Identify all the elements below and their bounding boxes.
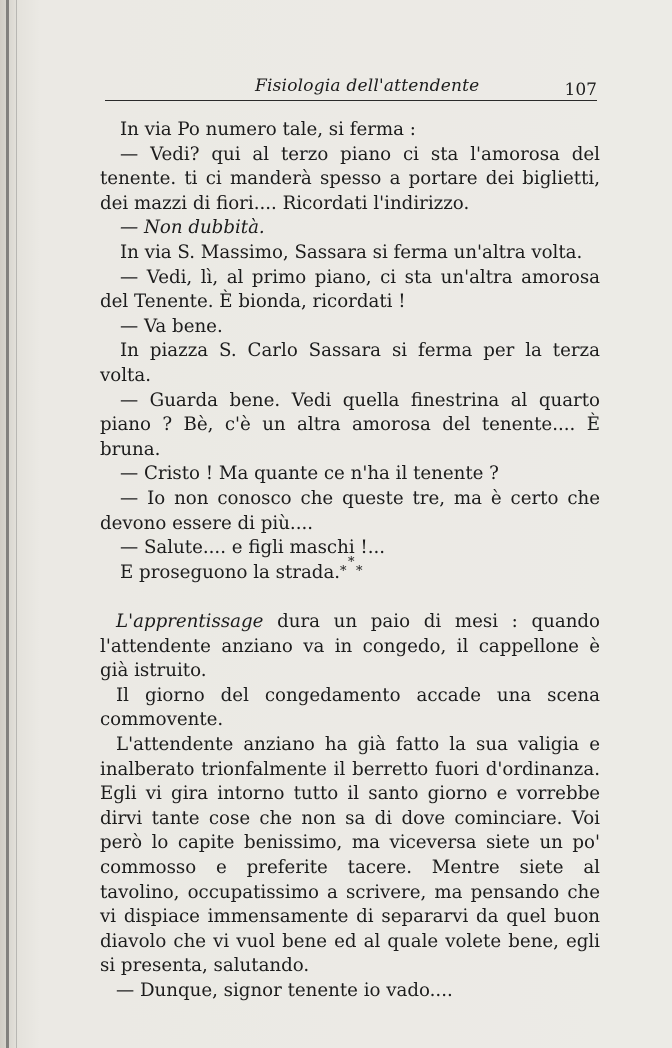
paragraph: In via S. Massimo, Sassara si ferma un'altra volta. [120, 241, 583, 263]
asterisk: * [348, 555, 355, 570]
paragraph: — Va bene. [120, 315, 223, 337]
narrative-block [100, 610, 600, 1004]
paragraph [100, 610, 600, 684]
binding-edge [6, 0, 9, 1048]
running-title: Fisiologia dell'attendente [255, 76, 480, 96]
paragraph: E proseguono la strada. [120, 561, 341, 583]
italic-term: L'apprentissage [116, 611, 264, 632]
paragraph: — Vedi, lì, al primo piano, ci sta un'altra amorosa del Tenente. È bionda, ricordati ! [100, 266, 600, 313]
paragraph: L'attendente anziano ha già fatto la sua valigia e inalberato trionfalmente il berretto fuori d'ordinanza. Egli vi gira intorno tutto il santo giorno e vorrebbe dirvi tante cose che non sa di dove cominciare. Voi però lo capite benissimo, ma viceversa siete un po' commosso e preferite tacere. Mentre siete al tavolino, occupatissimo a scrivere, ma pensando che vi dispiace immensamente di separarvi da quel buon diavolo che vi vuol bene ed al quale volete bene, egli si presenta, salutando. [100, 733, 600, 977]
paragraph: — Salute.... e figli maschi !... [120, 537, 386, 559]
paragraph [100, 216, 600, 241]
italic-reply: — Non dubbità. [120, 217, 265, 239]
asterisk: * [340, 564, 347, 579]
paragraph: — Dunque, signor tenente io vado.... [116, 979, 453, 1001]
page-number: 107 [564, 80, 597, 100]
paragraph: — Io non conosco che queste tre, ma è certo che devono essere di più.... [100, 487, 600, 534]
asterisk: * [356, 564, 363, 579]
paragraph: — Vedi? qui al terzo piano ci sta l'amorosa del tenente. ti ci manderà spesso a portare dei biglietti, dei mazzi di fiori.... Ricordati l'indirizzo. [100, 143, 600, 214]
paragraph: — Cristo ! Ma quante ce n'ha il tenente ? [120, 463, 499, 485]
dialogue-block [100, 118, 600, 585]
header-rule [105, 100, 597, 101]
section-separator [336, 556, 376, 586]
paragraph: In via Po numero tale, si ferma : [120, 119, 416, 140]
paragraph: Il giorno del congedamento accade una scena commovente. [100, 684, 600, 731]
paragraph: In piazza S. Carlo Sassara si ferma per la terza volta. [100, 340, 600, 386]
page-header [105, 72, 597, 98]
paragraph-text: dura un paio di mesi : quando l'attendente anziano va in congedo, il cappellone è già istruito. [100, 611, 600, 682]
binding-edge-shadow [16, 0, 17, 1048]
paragraph: — Guarda bene. Vedi quella finestrina al quarto piano ? Bè, c'è un altra amorosa del tenente.... È bruna. [100, 389, 600, 460]
